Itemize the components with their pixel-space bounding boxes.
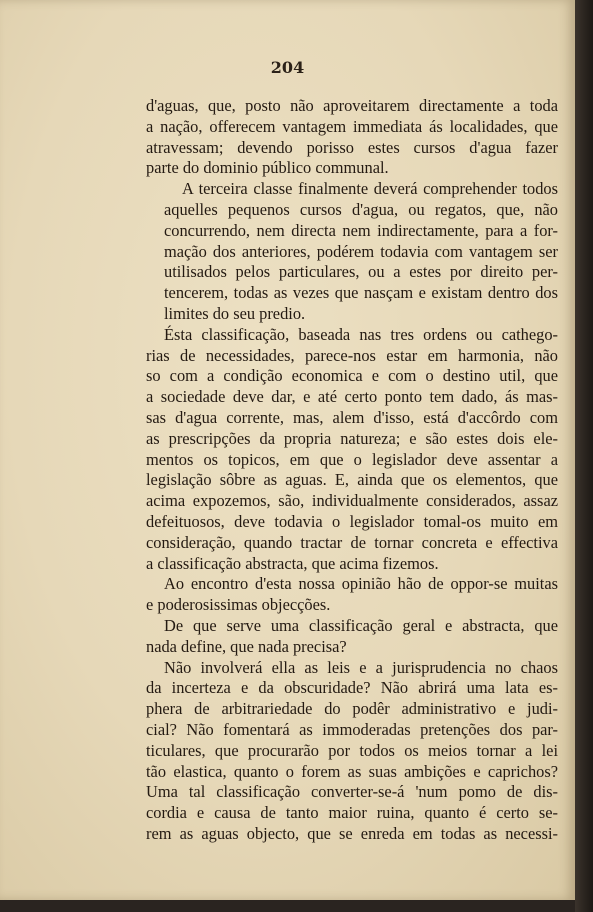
paragraph-6: [146, 658, 558, 845]
text-line: Ao encontro d'esta nossa opinião hão de oppor-se muitas: [164, 574, 558, 594]
text-line: Não involverá ella as leis e a jurisprudencia no chaos: [164, 657, 558, 677]
book-gutter-edge: [575, 0, 593, 912]
text-line: limites do seu predio.: [164, 303, 306, 323]
page-number: 204: [270, 58, 305, 77]
text-line: utilisados pelos particulares, ou a estes por direito per-: [164, 262, 558, 282]
paragraph-4: [146, 574, 558, 616]
text-line: da incerteza e da obscuridade? Não abrirá uma lata es-: [146, 678, 558, 698]
text-line: a sociedade deve dar, e até certo ponto tem dado, ás mas-: [146, 387, 558, 407]
text-line: so com a condição economica e com o destino util, que: [146, 366, 558, 386]
text-line: concurrendo, nem directa nem indirectamente, para a for-: [164, 220, 558, 240]
body-text: [146, 96, 558, 845]
text-line: sas d'agua corrente, mas, alem d'isso, está d'accôrdo com: [146, 407, 558, 427]
text-line: rem as aguas objecto, que se enreda em todas as necessi-: [146, 823, 558, 843]
text-line: aquelles pequenos cursos d'agua, ou regatos, que, não: [164, 199, 558, 219]
text-line: a nação, offerecem vantagem immediata ás localidades, que: [146, 116, 558, 136]
text-line: mentos os topicos, em que o legislador deve assentar a: [146, 449, 558, 469]
text-line: a classificação abstracta, que acima fizemos.: [146, 553, 439, 573]
text-line: legislação sôbre as aguas. E, ainda que os elementos, que: [146, 470, 558, 490]
paragraph-1: [146, 96, 558, 179]
text-line: consideração, quando tractar de tornar concreta e effectiva: [146, 532, 558, 552]
text-line: d'aguas, que, posto não aproveitarem directamente a toda: [146, 96, 558, 115]
text-line: ticulares, que procurarão por todos os meios tornar a lei: [146, 740, 558, 760]
text-line: cial? Não fomentará as immoderadas pretenções dos par-: [146, 719, 558, 739]
text-line: Ésta classificação, baseada nas tres ordens ou cathego-: [164, 324, 558, 344]
text-line: atravessam; devendo porisso estes cursos d'agua fazer: [146, 137, 558, 157]
text-line: nada define, que nada precisa?: [146, 636, 347, 656]
text-line: De que serve uma classificação geral e abstracta, que: [164, 615, 558, 635]
text-line: cordia e causa de tanto maior ruina, quanto é certo se-: [146, 803, 558, 823]
text-line: as prescripções da propria natureza; e são estes dois ele-: [146, 428, 558, 448]
paragraph-2: [146, 179, 558, 325]
text-line: acima expozemos, são, individualmente considerados, assaz: [146, 491, 558, 511]
paragraph-5: [146, 616, 558, 658]
text-line: defeituosos, deve todavia o legislador tomal-os muito em: [146, 511, 558, 531]
text-line: parte do dominio público communal.: [146, 158, 389, 178]
text-line: Uma tal classificação converter-se-á 'num pomo de dis-: [146, 782, 558, 802]
text-line: tão elastica, quanto o forem as suas ambições e caprichos?: [146, 761, 558, 781]
text-line: phera de arbitrariedade do podêr administrativo e judi-: [146, 699, 558, 719]
text-line: rias de necessidades, parece-nos estar em harmonia, não: [146, 345, 558, 365]
text-line: A terceira classe finalmente deverá comprehender todos: [182, 179, 558, 199]
paragraph-3: [146, 325, 558, 575]
text-line: e poderosissimas objecções.: [146, 595, 331, 615]
text-line: tencerem, todas as vezes que nasçam e existam dentro dos: [164, 283, 558, 303]
text-line: mação dos anteriores, podérem todavia com vantagem ser: [164, 241, 558, 261]
